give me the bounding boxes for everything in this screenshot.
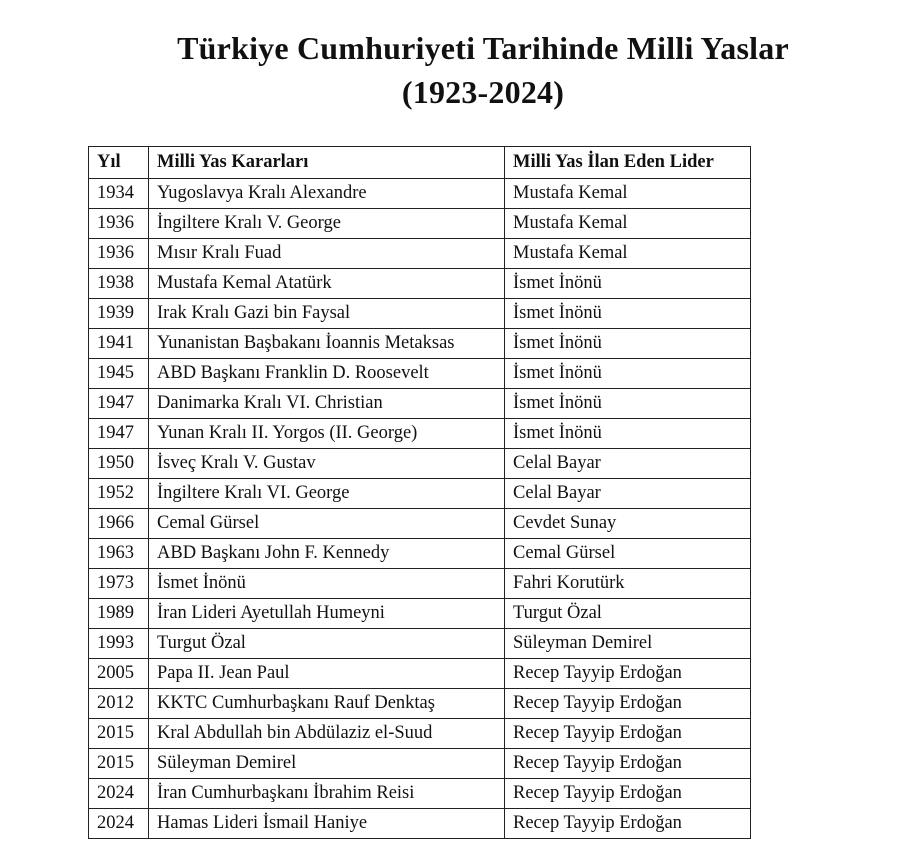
- cell-karar: Yunan Kralı II. Yorgos (II. George): [149, 419, 505, 449]
- milli-yas-table: [88, 146, 751, 839]
- table-row: [89, 689, 751, 719]
- cell-lider: İsmet İnönü: [505, 269, 751, 299]
- cell-lider: Recep Tayyip Erdoğan: [505, 689, 751, 719]
- cell-karar: Cemal Gürsel: [149, 509, 505, 539]
- cell-lider: Cemal Gürsel: [505, 539, 751, 569]
- cell-karar: Hamas Lideri İsmail Haniye: [149, 809, 505, 839]
- cell-lider: Recep Tayyip Erdoğan: [505, 779, 751, 809]
- table-header-row: [89, 147, 751, 179]
- cell-lider: Turgut Özal: [505, 599, 751, 629]
- cell-year: 2012: [89, 689, 149, 719]
- cell-year: 2015: [89, 749, 149, 779]
- cell-karar: Mısır Kralı Fuad: [149, 239, 505, 269]
- cell-year: 1936: [89, 239, 149, 269]
- cell-lider: İsmet İnönü: [505, 419, 751, 449]
- table-row: [89, 569, 751, 599]
- table-row: [89, 779, 751, 809]
- page-title: Türkiye Cumhuriyeti Tarihinde Milli Yaslar: [177, 30, 789, 66]
- table-row: [89, 179, 751, 209]
- cell-karar: Yunanistan Başbakanı İoannis Metaksas: [149, 329, 505, 359]
- table-row: [89, 269, 751, 299]
- cell-lider: Celal Bayar: [505, 449, 751, 479]
- table-row: [89, 209, 751, 239]
- table-row: [89, 719, 751, 749]
- cell-lider: Recep Tayyip Erdoğan: [505, 719, 751, 749]
- cell-lider: Recep Tayyip Erdoğan: [505, 809, 751, 839]
- cell-karar: ABD Başkanı John F. Kennedy: [149, 539, 505, 569]
- table-row: [89, 449, 751, 479]
- cell-karar: Mustafa Kemal Atatürk: [149, 269, 505, 299]
- cell-lider: Mustafa Kemal: [505, 209, 751, 239]
- cell-karar: Kral Abdullah bin Abdülaziz el-Suud: [149, 719, 505, 749]
- cell-lider: İsmet İnönü: [505, 359, 751, 389]
- cell-lider: İsmet İnönü: [505, 329, 751, 359]
- table-row: [89, 629, 751, 659]
- cell-year: 1966: [89, 509, 149, 539]
- cell-karar: ABD Başkanı Franklin D. Roosevelt: [149, 359, 505, 389]
- table-row: [89, 749, 751, 779]
- cell-karar: İngiltere Kralı VI. George: [149, 479, 505, 509]
- cell-karar: Irak Kralı Gazi bin Faysal: [149, 299, 505, 329]
- cell-year: 1973: [89, 569, 149, 599]
- table-body: [89, 179, 751, 839]
- header-lider: Milli Yas İlan Eden Lider: [505, 147, 751, 179]
- table-row: [89, 599, 751, 629]
- cell-year: 1989: [89, 599, 149, 629]
- cell-karar: İsveç Kralı V. Gustav: [149, 449, 505, 479]
- page-subtitle-years: (1923-2024): [401, 74, 565, 110]
- cell-year: 1934: [89, 179, 149, 209]
- cell-year: 2005: [89, 659, 149, 689]
- cell-karar: İsmet İnönü: [149, 569, 505, 599]
- table-row: [89, 329, 751, 359]
- cell-year: 1947: [89, 389, 149, 419]
- table-row: [89, 659, 751, 689]
- cell-year: 1936: [89, 209, 149, 239]
- cell-year: 1945: [89, 359, 149, 389]
- cell-year: 1993: [89, 629, 149, 659]
- header-karar: Milli Yas Kararları: [149, 147, 505, 179]
- table-row: [89, 299, 751, 329]
- cell-year: 1963: [89, 539, 149, 569]
- table-row: [89, 809, 751, 839]
- cell-lider: Mustafa Kemal: [505, 179, 751, 209]
- table-row: [89, 509, 751, 539]
- cell-karar: Turgut Özal: [149, 629, 505, 659]
- cell-year: 1947: [89, 419, 149, 449]
- table-row: [89, 239, 751, 269]
- cell-lider: Celal Bayar: [505, 479, 751, 509]
- table-row: [89, 389, 751, 419]
- cell-karar: Papa II. Jean Paul: [149, 659, 505, 689]
- cell-lider: Mustafa Kemal: [505, 239, 751, 269]
- cell-year: 2015: [89, 719, 149, 749]
- cell-year: 2024: [89, 809, 149, 839]
- cell-year: 1941: [89, 329, 149, 359]
- cell-year: 1939: [89, 299, 149, 329]
- cell-year: 1938: [89, 269, 149, 299]
- cell-karar: KKTC Cumhurbaşkanı Rauf Denktaş: [149, 689, 505, 719]
- cell-year: 2024: [89, 779, 149, 809]
- cell-karar: İran Lideri Ayetullah Humeyni: [149, 599, 505, 629]
- table-row: [89, 479, 751, 509]
- cell-lider: Recep Tayyip Erdoğan: [505, 659, 751, 689]
- cell-lider: Recep Tayyip Erdoğan: [505, 749, 751, 779]
- table-row: [89, 419, 751, 449]
- cell-karar: Yugoslavya Kralı Alexandre: [149, 179, 505, 209]
- cell-karar: Danimarka Kralı VI. Christian: [149, 389, 505, 419]
- cell-lider: İsmet İnönü: [505, 389, 751, 419]
- cell-lider: İsmet İnönü: [505, 299, 751, 329]
- cell-karar: Süleyman Demirel: [149, 749, 505, 779]
- cell-lider: Süleyman Demirel: [505, 629, 751, 659]
- cell-karar: İngiltere Kralı V. George: [149, 209, 505, 239]
- cell-lider: Fahri Korutürk: [505, 569, 751, 599]
- cell-lider: Cevdet Sunay: [505, 509, 751, 539]
- cell-karar: İran Cumhurbaşkanı İbrahim Reisi: [149, 779, 505, 809]
- cell-year: 1952: [89, 479, 149, 509]
- cell-year: 1950: [89, 449, 149, 479]
- header-year: Yıl: [89, 147, 149, 179]
- table-row: [89, 539, 751, 569]
- table-row: [89, 359, 751, 389]
